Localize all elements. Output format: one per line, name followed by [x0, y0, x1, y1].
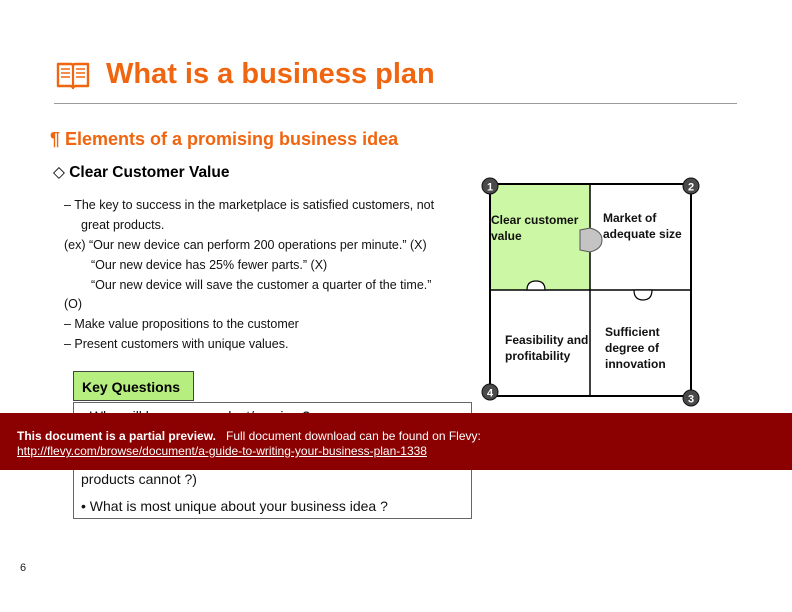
body-line: great products.: [81, 218, 165, 232]
body-line: “Our new device will save the customer a quarter of the time.”: [91, 278, 432, 292]
title-divider: [54, 103, 737, 104]
puzzle-tab: [580, 228, 602, 252]
puzzle-label-market-size: Market of adequate size: [603, 211, 682, 241]
body-line: – The key to success in the marketplace is satisfied customers, not: [64, 198, 435, 212]
subheading: ◇ Clear Customer Value: [53, 164, 230, 181]
puzzle-tab: [634, 290, 652, 300]
preview-banner: [0, 413, 792, 470]
svg-text:3: 3: [687, 393, 695, 406]
banner-download-link[interactable]: http://flevy.com/browse/document/a-guide-to-writing-your-business-plan-1338: [17, 444, 427, 458]
body-line: “Our new device has 25% fewer parts.” (X): [91, 258, 328, 272]
body-line: (ex) “Our new device can perform 200 operations per minute.” (X): [64, 238, 427, 252]
body-line: – Make value propositions to the customer: [64, 317, 299, 331]
page-number: 6: [20, 562, 27, 574]
key-question-item: products cannot ?): [81, 471, 197, 487]
puzzle-label-innovation: Sufficient degree of innovation: [605, 325, 666, 371]
section-heading: ¶ Elements of a promising business idea: [50, 129, 399, 149]
svg-text:4: 4: [486, 387, 494, 400]
banner-bold-text: This document is a partial preview.: [17, 429, 216, 443]
key-question-item: • What is most unique about your business idea ?: [81, 498, 388, 514]
svg-text:1: 1: [486, 181, 494, 194]
piece-number-3-icon: [683, 390, 699, 406]
piece-number-2-icon: [683, 178, 699, 194]
key-questions-title: Key Questions: [73, 371, 194, 401]
body-line: – Present customers with unique values.: [64, 337, 289, 351]
puzzle-label-clear-customer-value: Clear customer value: [491, 213, 579, 243]
svg-text:2: 2: [687, 181, 695, 194]
puzzle-label-feasibility: Feasibility and profitability: [505, 333, 589, 363]
book-icon: [56, 60, 90, 90]
body-line: (O): [64, 297, 83, 311]
piece-number-4-icon: [482, 384, 498, 400]
banner-text: Full document download can be found on Flevy:: [226, 429, 481, 443]
page-title: What is a business plan: [106, 58, 435, 90]
puzzle-tab: [527, 281, 545, 290]
piece-number-1-icon: [482, 178, 498, 194]
